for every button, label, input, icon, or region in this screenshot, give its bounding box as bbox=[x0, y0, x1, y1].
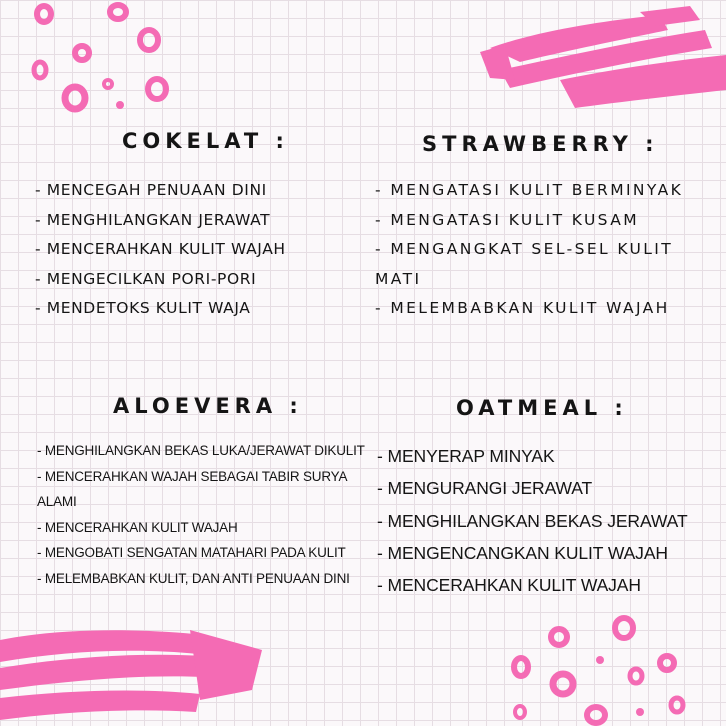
list-item: - MENGENCANGKAN KULIT WAJAH bbox=[377, 542, 668, 563]
pink-brush-stroke-bottom-left bbox=[0, 630, 262, 720]
heading-strawberry: STRAWBERRY : bbox=[422, 132, 659, 156]
list-item: - MENGANGKAT SEL-SEL KULIT MATI bbox=[375, 240, 674, 288]
list-item: - MENGECILKAN PORI-PORI bbox=[35, 269, 257, 288]
pink-dots-top-left bbox=[34, 5, 166, 109]
list-item: - MENGHILANGKAN JERAWAT bbox=[35, 210, 271, 229]
list-item: - MENDETOKS KULIT WAJA bbox=[35, 299, 251, 317]
list-item: - MENGHILANGKAN BEKAS JERAWAT bbox=[377, 510, 688, 531]
list-strawberry bbox=[375, 176, 715, 324]
list-item: - MENCERAHKAN WAJAH SEBAGAI TABIR SURYA ALAMI bbox=[37, 468, 347, 509]
list-item: - MENCERAHKAN KULIT WAJAH bbox=[37, 519, 238, 535]
heading-cokelat: COKELAT : bbox=[122, 129, 289, 153]
list-item: - MELEMBABKAN KULIT, DAN ANTI PENUAAN DINI bbox=[37, 570, 350, 586]
list-item: - MENGOBATI SENGATAN MATAHARI PADA KULIT bbox=[37, 545, 346, 560]
pink-dots-bottom-right bbox=[514, 618, 683, 723]
list-cokelat bbox=[35, 176, 375, 324]
list-item: - MENCEGAH PENUAAN DINI bbox=[35, 181, 267, 199]
pink-brush-stroke-top-right bbox=[480, 6, 726, 108]
list-item: - MENGATASI KULIT BERMINYAK bbox=[375, 181, 684, 199]
list-item: - MELEMBABKAN KULIT WAJAH bbox=[375, 299, 670, 317]
heading-aloevera: ALOEVERA : bbox=[113, 394, 303, 418]
list-item: - MENYERAP MINYAK bbox=[377, 446, 555, 466]
list-item: - MENCERAHKAN KULIT WAJAH bbox=[35, 240, 286, 258]
list-item: - MENGATASI KULIT KUSAM bbox=[375, 210, 639, 229]
list-oatmeal bbox=[377, 440, 722, 601]
list-aloevera bbox=[37, 438, 382, 591]
list-item: - MENGURANGI JERAWAT bbox=[377, 478, 593, 499]
heading-oatmeal: OATMEAL : bbox=[456, 396, 628, 420]
list-item: - MENGHILANGKAN BEKAS LUKA/JERAWAT DIKULIT bbox=[37, 443, 365, 458]
list-item: - MENCERAHKAN KULIT WAJAH bbox=[377, 575, 641, 596]
